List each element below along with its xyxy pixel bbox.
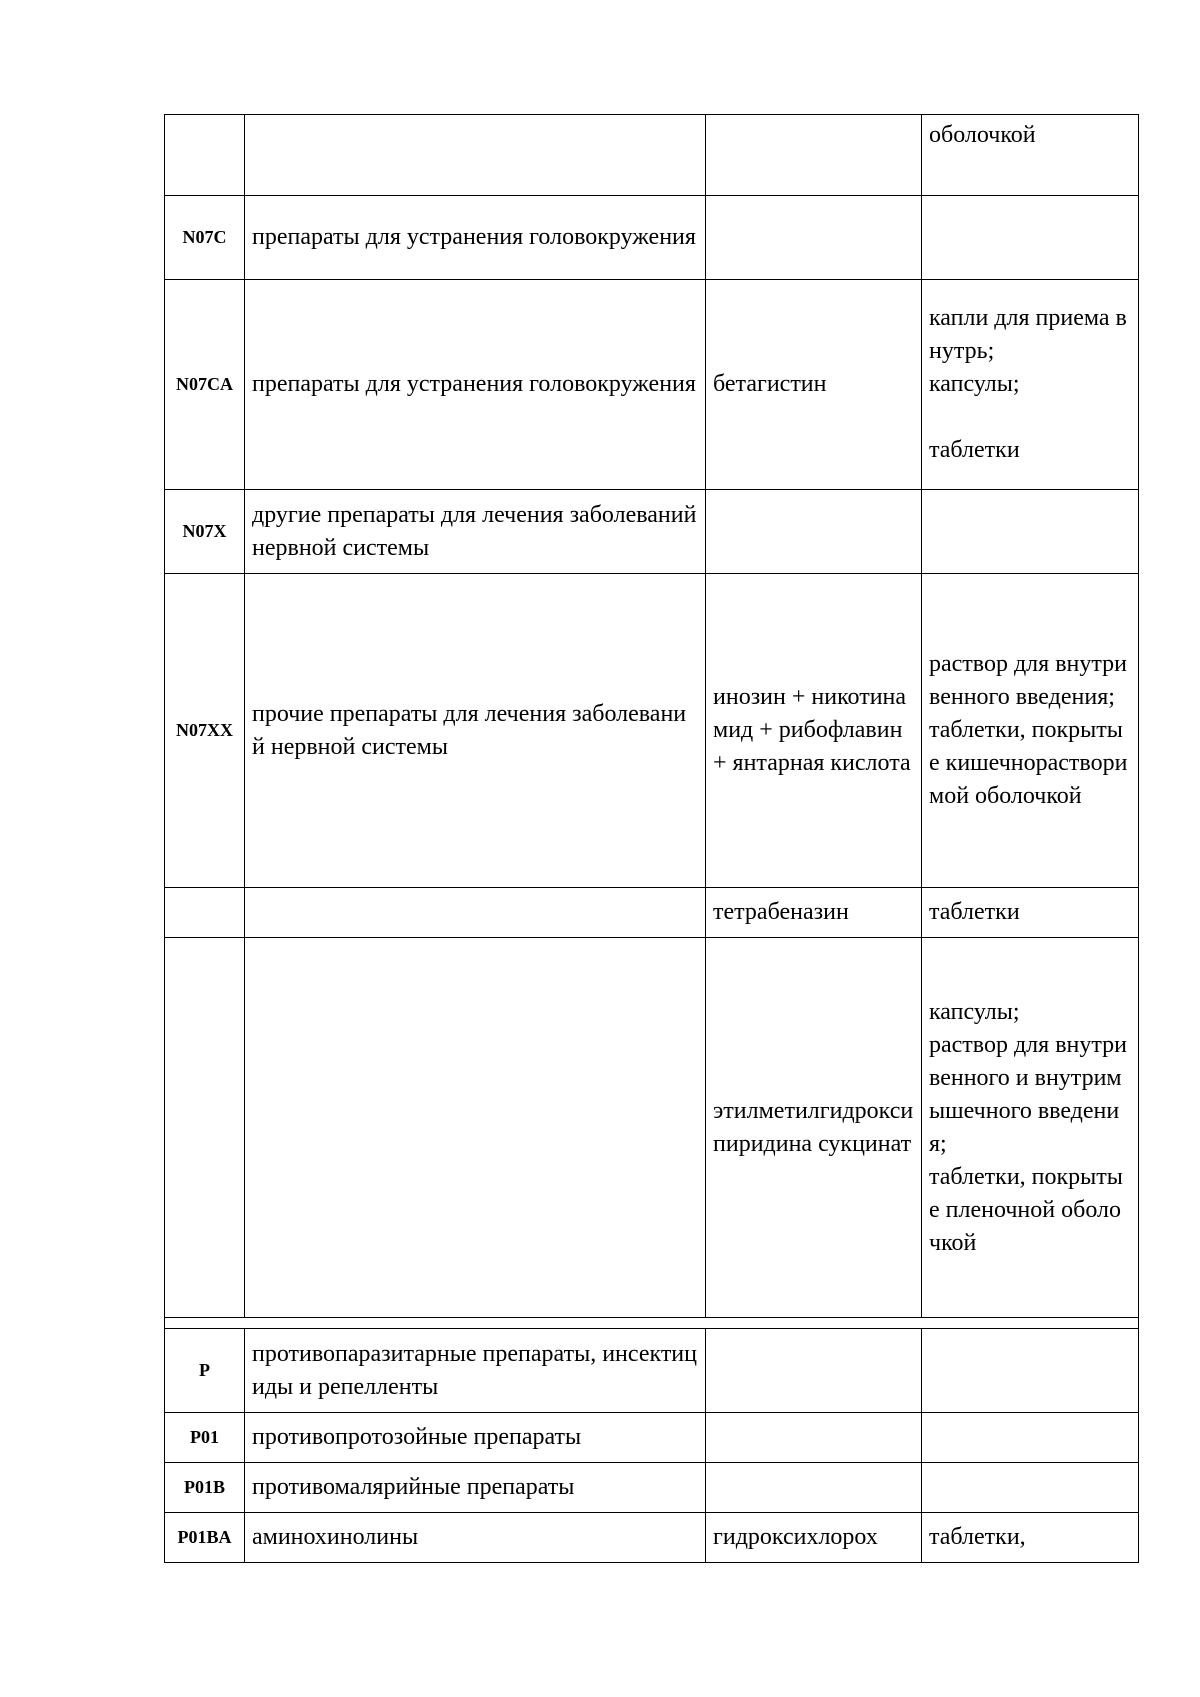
table-row (165, 196, 1139, 280)
form-cell: таблетки, (922, 1513, 1139, 1563)
group-cell (245, 938, 706, 1318)
drug-cell (706, 1463, 922, 1513)
group-cell: аминохинолины (245, 1513, 706, 1563)
form-cell: капсулы; раствор для внутривенного и внутримышечного введения; таблетки, покрытые пленочной оболочкой (922, 938, 1139, 1318)
atc-code-cell (165, 888, 245, 938)
group-cell: противопаразитарные препараты, инсектициды и репелленты (245, 1329, 706, 1413)
atc-code-cell: P01 (165, 1413, 245, 1463)
atc-code-cell (165, 115, 245, 196)
drug-cell (706, 115, 922, 196)
group-cell: препараты для устранения головокружения (245, 196, 706, 280)
group-cell: прочие препараты для лечения заболеваний нервной системы (245, 574, 706, 888)
form-cell (922, 1463, 1139, 1513)
atc-code-cell: P01B (165, 1463, 245, 1513)
form-cell (922, 196, 1139, 280)
form-cell: капли для приема внутрь; капсулы; таблетки (922, 280, 1139, 490)
group-cell: препараты для устранения головокружения (245, 280, 706, 490)
drug-cell: бетагистин (706, 280, 922, 490)
table-row (165, 888, 1139, 938)
drug-cell (706, 490, 922, 574)
group-cell (245, 115, 706, 196)
drug-cell: инозин + никотинамид + рибофлавин + янтарная кислота (706, 574, 922, 888)
atc-code-cell: N07CA (165, 280, 245, 490)
drug-cell: тетрабеназин (706, 888, 922, 938)
atc-code-cell: N07X (165, 490, 245, 574)
table-divider (165, 1318, 1139, 1329)
form-cell: раствор для внутривенного введения; таблетки, покрытые кишечнорастворимой оболочкой (922, 574, 1139, 888)
table-row (165, 1463, 1139, 1513)
form-cell (922, 1329, 1139, 1413)
table-row (165, 938, 1139, 1318)
table-row (165, 490, 1139, 574)
form-cell (922, 1413, 1139, 1463)
table-row (165, 280, 1139, 490)
group-cell (245, 888, 706, 938)
table-row (165, 1413, 1139, 1463)
group-cell: другие препараты для лечения заболеваний нервной системы (245, 490, 706, 574)
atc-code-cell: N07C (165, 196, 245, 280)
drug-cell (706, 196, 922, 280)
drug-cell (706, 1329, 922, 1413)
atc-code-cell: P (165, 1329, 245, 1413)
form-cell: оболочкой (922, 115, 1139, 196)
form-cell (922, 490, 1139, 574)
drug-cell: гидроксихлорох (706, 1513, 922, 1563)
group-cell: противопротозойные препараты (245, 1413, 706, 1463)
drug-cell: этилметилгидроксипиридина сукцинат (706, 938, 922, 1318)
table-row (165, 1513, 1139, 1563)
table-row (165, 115, 1139, 196)
divider-cell (165, 1318, 1139, 1329)
atc-code-cell (165, 938, 245, 1318)
table-row (165, 1329, 1139, 1413)
atc-code-cell: P01BA (165, 1513, 245, 1563)
drug-cell (706, 1413, 922, 1463)
group-cell: противомалярийные препараты (245, 1463, 706, 1513)
table-row (165, 574, 1139, 888)
atc-code-cell: N07XX (165, 574, 245, 888)
form-cell: таблетки (922, 888, 1139, 938)
drug-table (164, 114, 1139, 1563)
